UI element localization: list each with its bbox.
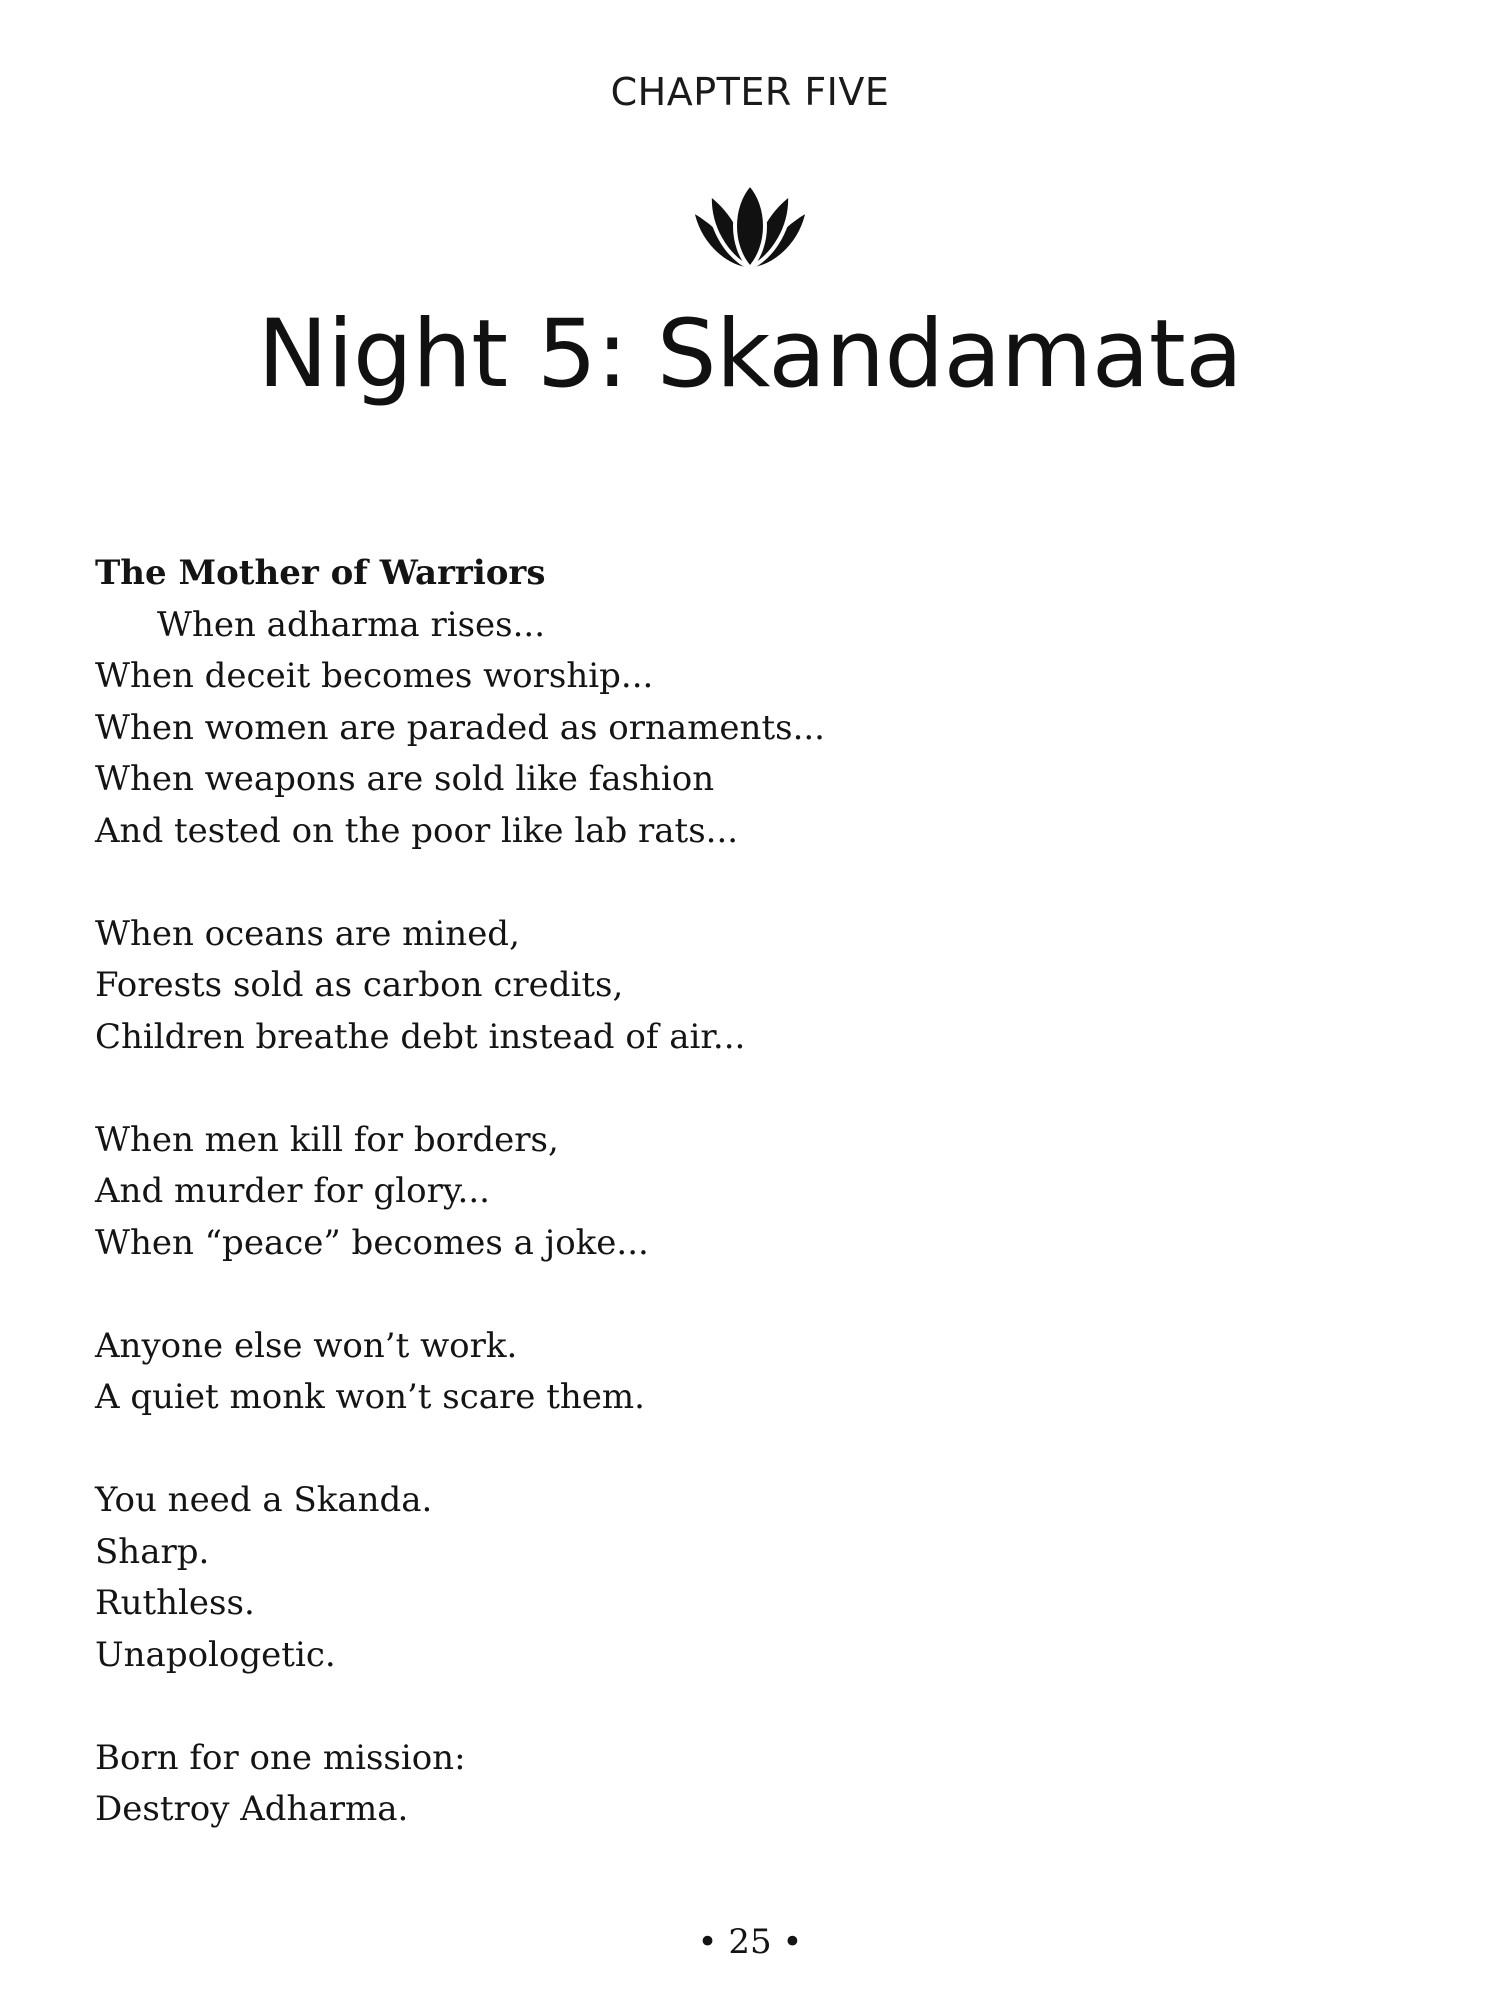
stanza-break — [95, 1269, 1415, 1321]
poem-line: And murder for glory... — [95, 1171, 490, 1211]
chapter-label: CHAPTER FIVE — [610, 70, 890, 114]
poem-line: When adharma rises... — [157, 604, 546, 645]
stanza-break — [95, 1681, 1415, 1733]
poem-line: Forests sold as carbon credits, — [95, 965, 624, 1005]
poem-line: And tested on the poor like lab rats... — [95, 810, 739, 851]
poem-line: A quiet monk won’t scare them. — [95, 1377, 645, 1417]
poem-line: Children breathe debt instead of air... — [95, 1016, 746, 1057]
stanza-break — [95, 857, 1415, 909]
poem-line: When oceans are mined, — [95, 913, 520, 954]
poem-line: When deceit becomes worship... — [95, 656, 654, 696]
poem-line: When “peace” becomes a joke... — [95, 1222, 649, 1263]
poem-line: Born for one mission: — [95, 1737, 466, 1778]
poem-line: When men kill for borders, — [95, 1119, 559, 1160]
poem-line: You need a Skanda. — [95, 1480, 433, 1520]
poem — [95, 548, 1415, 1836]
stanza-break — [95, 1063, 1415, 1115]
poem-line: Anyone else won’t work. — [95, 1325, 518, 1366]
stanza-break — [95, 1424, 1415, 1476]
chapter-title: Night 5: Skandamata — [257, 300, 1243, 409]
poem-line: Ruthless. — [95, 1583, 255, 1623]
poem-line: When women are paraded as ornaments... — [95, 707, 825, 748]
poem-heading: The Mother of Warriors — [95, 553, 546, 593]
poem-line: Sharp. — [95, 1531, 210, 1572]
poem-line: When weapons are sold like fashion — [95, 759, 715, 799]
poem-line: Destroy Adharma. — [95, 1789, 409, 1829]
lotus-icon — [688, 180, 812, 276]
page-number: • 25 • — [697, 1922, 803, 1962]
poem-line: Unapologetic. — [95, 1634, 336, 1675]
